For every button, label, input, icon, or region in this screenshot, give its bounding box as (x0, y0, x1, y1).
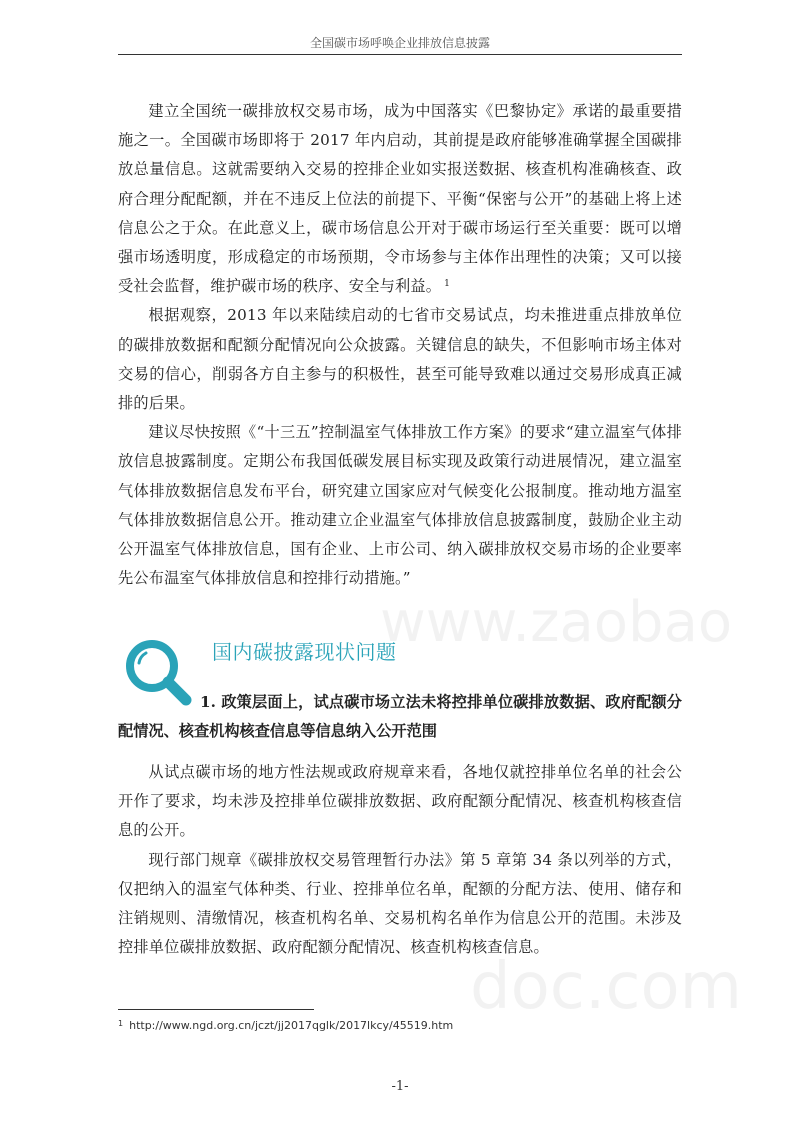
paragraph-1-text: 建立全国统一碳排放权交易市场，成为中国落实《巴黎协定》承诺的最重要措施之一。全国碳市场即将于 2017 年内启动，其前提是政府能够准确掌握全国碳排放总量信息。这就需要纳入交易的控排企业如实报送数据、核查机构准确核查、政府合理分配配额，并在不违反上位法的前提下、平衡“保密与公开”的基础上将上述信息公之于众。在此意义上，碳市场信息公开对于碳市场运行至关重要：既可以增强市场透明度，形成稳定的市场预期，令市场参与主体作出理性的决策；又可以接受社会监督，维护碳市场的秩序、安全与利益。 (118, 102, 682, 296)
paragraph-2: 根据观察，2013 年以来陆续启动的七省市交易试点，均未推进重点排放单位的碳排放数据和配额分配情况向公众披露。关键信息的缺失，不但影响市场主体对交易的信心，削弱各方自主参与的积极性，甚至可能导致难以通过交易形成真正减排的后果。 (118, 306, 682, 413)
intro-body (118, 97, 682, 593)
footnote-divider (118, 1009, 314, 1010)
footnote (118, 1019, 453, 1032)
footnote-link[interactable]: http://www.ngd.org.cn/jczt/jj2017qglk/2017lkcy/45519.htm (129, 1019, 454, 1032)
footnote-number: 1 (118, 1019, 124, 1028)
policy-body (118, 758, 682, 962)
page-number: -1- (391, 1079, 409, 1094)
paragraph-4: 从试点碳市场的地方性法规或政府规章来看，各地仅就控排单位名单的社会公开作了要求，均未涉及控排单位碳排放数据、政府配额分配情况、核查机构核查信息的公开。 (118, 763, 682, 840)
paragraph-1 (118, 97, 682, 301)
subheading-text: 1. 政策层面上，试点碳市场立法未将控排单位碳排放数据、政府配额分配情况、核查机构核查信息等信息纳入公开范围 (118, 693, 682, 741)
watermark-2: doc.com (470, 950, 742, 1024)
paragraph-3: 建议尽快按照《“十三五”控制温室气体排放工作方案》的要求“建立温室气体排放信息披露制度。定期公布我国低碳发展目标实现及政策行动进展情况，建立温室气体排放数据信息发布平台，研究建立国家应对气候变化公报制度。推动地方温室气体排放数据信息公开。推动建立企业温室气体排放信息披露制度，鼓励企业主动公开温室气体排放信息，国有企业、上市公司、纳入碳排放权交易市场的企业要率先公布温室气体排放信息和控排行动措施。” (118, 423, 682, 588)
running-header: 全国碳市场呼唤企业排放信息披露 (309, 36, 490, 50)
paragraph-5: 现行部门规章《碳排放权交易管理暂行办法》第 5 章第 34 条以列举的方式，仅把纳入的温室气体种类、行业、控排单位名单，配额的分配方法、使用、储存和注销规则、清缴情况，核查机构名单、交易机构名单作为信息公开的范围。未涉及控排单位碳排放数据、政府配额分配情况、核查机构核查信息。 (118, 850, 682, 957)
watermark: www.zaobao (380, 590, 733, 655)
subheading (118, 688, 682, 746)
header-divider (118, 54, 682, 55)
footnote-reference[interactable]: 1 (444, 279, 451, 290)
section-title: 国内碳披露现状问题 (212, 640, 397, 664)
